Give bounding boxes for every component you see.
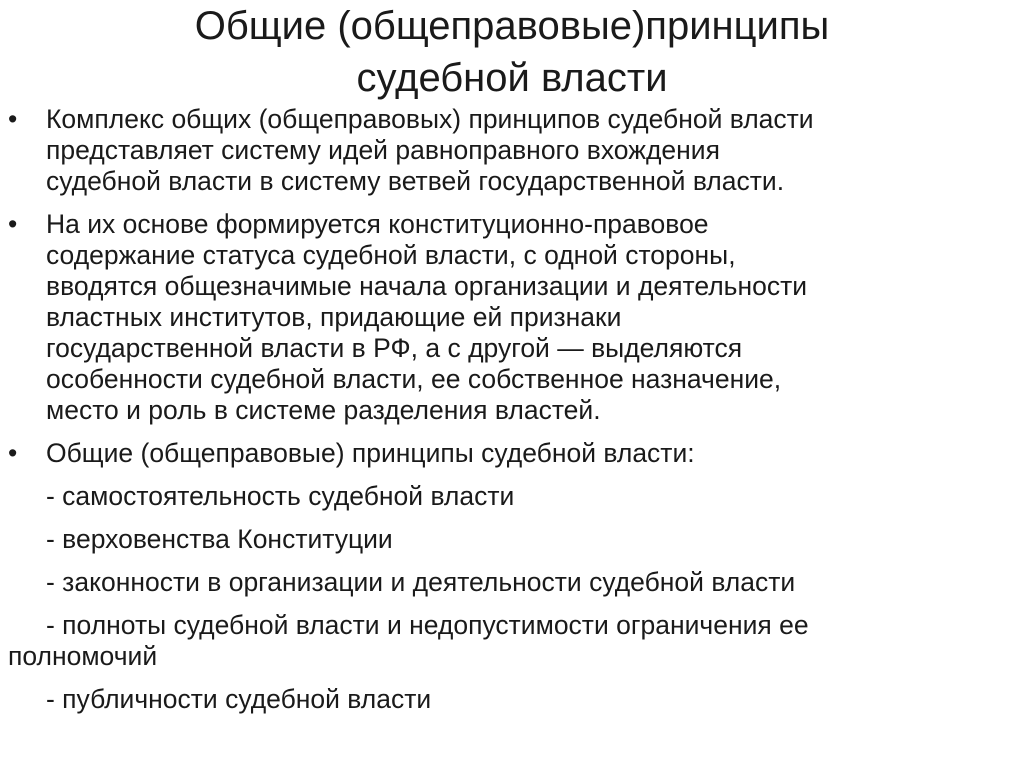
bullet-text-line: Общие (общеправовые) принципы судебной власти: [46,438,695,468]
principle-text-line: - верховенства Конституции [46,524,393,554]
bullet-text-line: особенности судебной власти, ее собственное назначение, [46,364,782,394]
principle-item [8,481,1012,512]
bullet-marker: • [8,104,18,134]
bullet-text-line: место и роль в системе разделения властей. [46,395,601,425]
bullet-text-line: содержание статуса судебной власти, с одной стороны, [46,240,736,270]
principle-text-line: - самостоятельность судебной власти [46,481,515,511]
principle-text-line: полномочий [8,641,158,671]
slide-body [8,104,1012,715]
bullet-marker: • [8,209,18,239]
principle-item [8,684,1012,715]
principle-item [8,567,1012,598]
bullet-text-line: представляет систему идей равноправного вхождения [46,135,720,165]
bullet-marker: • [8,438,18,468]
bullet-text-line: Комплекс общих (общеправовых) принципов судебной власти [46,104,814,134]
bullet-text-line: вводятся общезначимые начала организации и деятельности [46,271,808,301]
slide-title-line-2: судебной власти [356,56,668,100]
bullet-item [8,209,1012,426]
slide-title-line-1: Общие (общеправовые)принципы [194,4,830,48]
bullet-text-line: судебной власти в систему ветвей государственной власти. [46,166,785,196]
principle-text-line: - полноты судебной власти и недопустимости ограничения ее [46,610,809,640]
principle-text-line: - законности в организации и деятельности судебной власти [46,567,796,597]
principle-text-line: - публичности судебной власти [46,684,432,714]
bullet-text-line: государственной власти в РФ, а с другой — выделяются [46,333,743,363]
bullet-item [8,104,1012,197]
bullet-text-line: властных институтов, придающие ей признаки [46,302,622,332]
slide-title [60,0,964,104]
bullet-item [8,438,1012,469]
principle-item [8,524,1012,555]
principle-item [8,610,1012,672]
bullet-text-line: На их основе формируется конституционно-правовое [46,209,709,239]
